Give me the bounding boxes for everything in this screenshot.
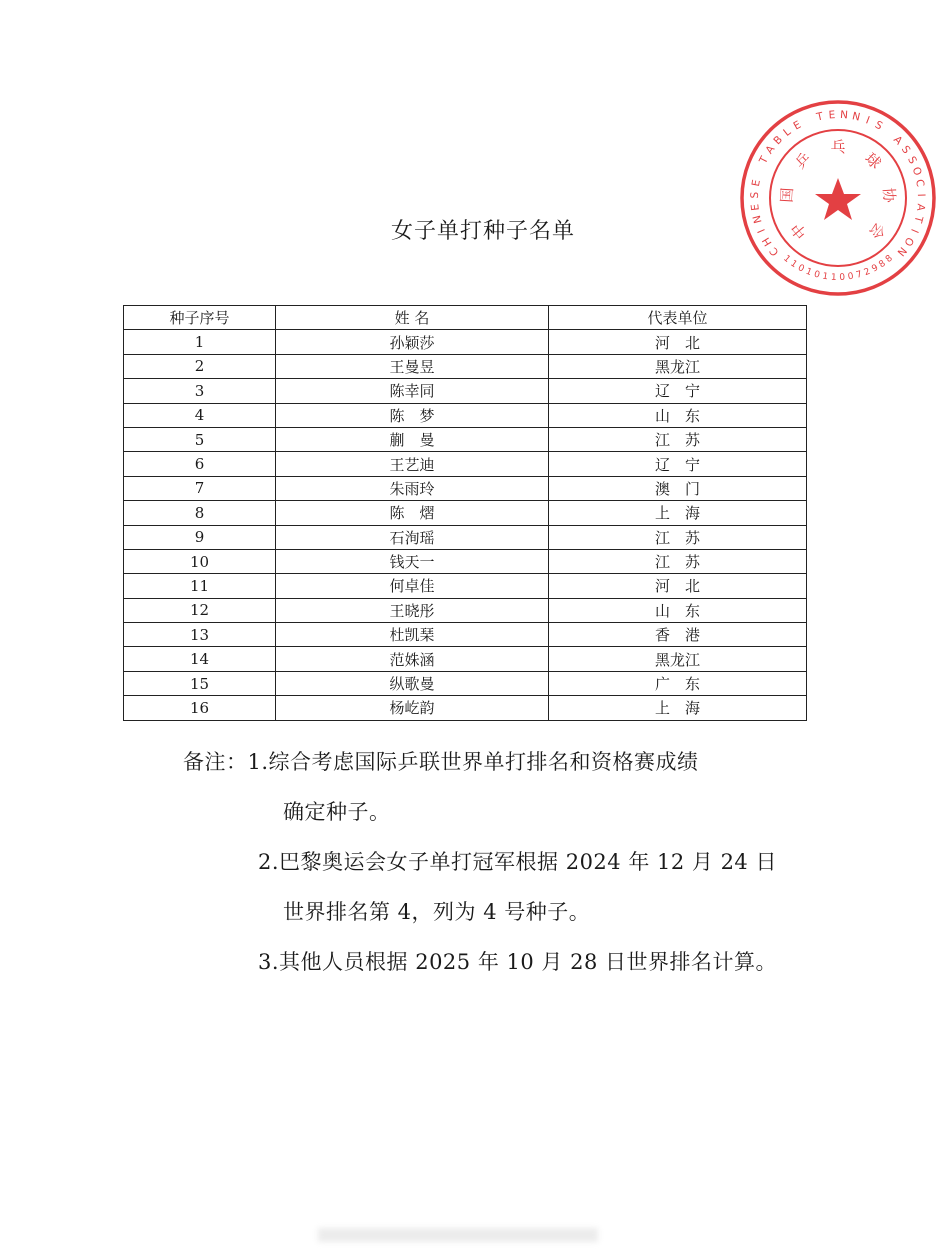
- star-icon: [815, 178, 861, 220]
- seal-chinese-char: 国: [777, 187, 797, 204]
- seal-number-digit: 1: [821, 271, 829, 283]
- cell-unit: 江 苏: [549, 427, 807, 451]
- seal-number-digit: 2: [862, 266, 872, 279]
- cell-unit: 辽 宁: [549, 452, 807, 476]
- seal-english-letter: L: [781, 125, 794, 139]
- seal-number-digit: 1: [781, 253, 792, 265]
- cell-unit: 山 东: [549, 598, 807, 622]
- table-row: [124, 647, 807, 671]
- seal-english-letter: T: [815, 110, 825, 124]
- table-row: [124, 598, 807, 622]
- table-row: [124, 623, 807, 647]
- table-row: [124, 549, 807, 573]
- cell-name: 陈 梦: [276, 403, 549, 427]
- cell-name: 杜凯琹: [276, 623, 549, 647]
- cell-unit: 江 苏: [549, 549, 807, 573]
- seal-english-letter: S: [872, 118, 885, 133]
- note-1-cont: 确定种子。: [283, 800, 391, 824]
- seal-chinese-char: 协: [879, 187, 899, 204]
- seal-english-letter: E: [791, 118, 804, 133]
- cell-seed: 15: [124, 671, 276, 695]
- seal-english-letter: A: [891, 133, 905, 148]
- cell-name: 何卓佳: [276, 574, 549, 598]
- seal-english-letter: O: [901, 234, 916, 249]
- table-row: [124, 696, 807, 720]
- official-seal: [738, 98, 938, 298]
- note-2: 2.巴黎奥运会女子单打冠军根据 2024 年 12 月 24 日: [258, 850, 777, 874]
- cell-name: 王艺迪: [276, 452, 549, 476]
- notes-label: 备注：: [183, 750, 248, 774]
- seal-chinese-char: 球: [861, 149, 885, 173]
- seal-english-letter: I: [755, 226, 768, 235]
- header-seed: 种子序号: [124, 306, 276, 330]
- seal-english-letter: E: [749, 178, 763, 188]
- cell-seed: 9: [124, 525, 276, 549]
- cell-seed: 12: [124, 598, 276, 622]
- cell-seed: 14: [124, 647, 276, 671]
- cell-name: 王晓彤: [276, 598, 549, 622]
- seal-number-digit: 8: [884, 253, 895, 265]
- seal-english-letter: B: [771, 133, 785, 148]
- seed-table: [123, 305, 807, 721]
- cell-name: 石洵瑶: [276, 525, 549, 549]
- seal-english-letter: T: [911, 214, 925, 224]
- table-row: [124, 403, 807, 427]
- cell-unit: 山 东: [549, 403, 807, 427]
- cell-unit: 河 北: [549, 330, 807, 354]
- seal-chinese-char: 乓: [830, 138, 846, 156]
- table-row: [124, 525, 807, 549]
- note-1: 1.综合考虑国际乒联世界单打排名和资格赛成绩: [247, 750, 699, 774]
- seal-english-letter: S: [905, 154, 919, 166]
- seal-english-letter: N: [894, 244, 909, 259]
- note-2-cont: 世界排名第 4，列为 4 号种子。: [283, 900, 591, 924]
- cell-unit: 广 东: [549, 671, 807, 695]
- seal-chinese-char: 中: [787, 219, 811, 243]
- header-name: 姓 名: [276, 306, 549, 330]
- table-header-row: [124, 306, 807, 330]
- document-title: 女子单打种子名单: [390, 219, 575, 244]
- seal-english-letter: I: [908, 226, 921, 235]
- seal-english-letter: H: [760, 234, 775, 249]
- cell-seed: 3: [124, 379, 276, 403]
- cell-seed: 2: [124, 354, 276, 378]
- cell-seed: 11: [124, 574, 276, 598]
- note-3: 3.其他人员根据 2025 年 10 月 28 日世界排名计算。: [258, 950, 777, 974]
- cell-seed: 7: [124, 476, 276, 500]
- seal-english-letter: E: [749, 203, 762, 212]
- seal-number-digit: 1: [804, 266, 814, 279]
- table-row: [124, 379, 807, 403]
- seal-english-letter: I: [914, 193, 927, 197]
- cell-seed: 10: [124, 549, 276, 573]
- cell-name: 蒯 曼: [276, 427, 549, 451]
- seal-number-digit: 0: [795, 263, 806, 275]
- bottom-watermark-bar: [318, 1228, 598, 1242]
- table-row: [124, 354, 807, 378]
- seal-english-letter: C: [767, 244, 782, 259]
- cell-name: 王曼昱: [276, 354, 549, 378]
- cell-seed: 1: [124, 330, 276, 354]
- table-row: [124, 452, 807, 476]
- table-row: [124, 427, 807, 451]
- seal-english-letter: E: [828, 108, 836, 122]
- cell-name: 陈 熠: [276, 501, 549, 525]
- table-row: [124, 476, 807, 500]
- seal-english-letter: S: [748, 191, 762, 199]
- cell-name: 杨屹韵: [276, 696, 549, 720]
- seal-english-letter: I: [864, 114, 872, 127]
- cell-seed: 4: [124, 403, 276, 427]
- cell-seed: 16: [124, 696, 276, 720]
- seal-english-letter: N: [839, 108, 849, 122]
- cell-seed: 5: [124, 427, 276, 451]
- seal-english-letter: A: [914, 203, 927, 212]
- cell-unit: 黑龙江: [549, 647, 807, 671]
- seal-number-digit: 7: [855, 269, 864, 281]
- cell-unit: 上 海: [549, 696, 807, 720]
- seal-number-digit: 8: [877, 258, 888, 271]
- seal-english-letter: N: [750, 213, 765, 225]
- cell-unit: 上 海: [549, 501, 807, 525]
- cell-unit: 澳 门: [549, 476, 807, 500]
- cell-seed: 6: [124, 452, 276, 476]
- seal-number-digit: 0: [839, 272, 846, 284]
- cell-seed: 13: [124, 623, 276, 647]
- cell-name: 纵歌曼: [276, 671, 549, 695]
- cell-unit: 江 苏: [549, 525, 807, 549]
- seal-english-letter: S: [898, 143, 913, 157]
- table-row: [124, 501, 807, 525]
- table-row: [124, 574, 807, 598]
- cell-unit: 辽 宁: [549, 379, 807, 403]
- seal-number-digit: 1: [788, 258, 799, 271]
- seal-english-letter: N: [850, 110, 862, 124]
- seal-english-letter: T: [757, 154, 771, 166]
- table-row: [124, 671, 807, 695]
- cell-seed: 8: [124, 501, 276, 525]
- cell-name: 孙颖莎: [276, 330, 549, 354]
- seal-number-digit: 1: [830, 272, 837, 284]
- cell-unit: 河 北: [549, 574, 807, 598]
- table-row: [124, 330, 807, 354]
- cell-name: 范姝涵: [276, 647, 549, 671]
- seal-number-digit: 9: [870, 263, 881, 275]
- cell-name: 钱天一: [276, 549, 549, 573]
- seal-english-letter: O: [909, 165, 924, 178]
- notes-line-1: [183, 746, 699, 776]
- seal-chinese-char: 会: [865, 219, 889, 243]
- seal-chinese-char: 乒: [791, 149, 815, 173]
- cell-name: 陈幸同: [276, 379, 549, 403]
- cell-unit: 香 港: [549, 623, 807, 647]
- seal-number-digit: 0: [812, 269, 821, 281]
- seal-number-digit: 0: [847, 271, 855, 283]
- seal-english-letter: A: [763, 143, 778, 157]
- header-unit: 代表单位: [549, 306, 807, 330]
- cell-name: 朱雨玲: [276, 476, 549, 500]
- seal-english-letter: C: [913, 178, 927, 188]
- cell-unit: 黑龙江: [549, 354, 807, 378]
